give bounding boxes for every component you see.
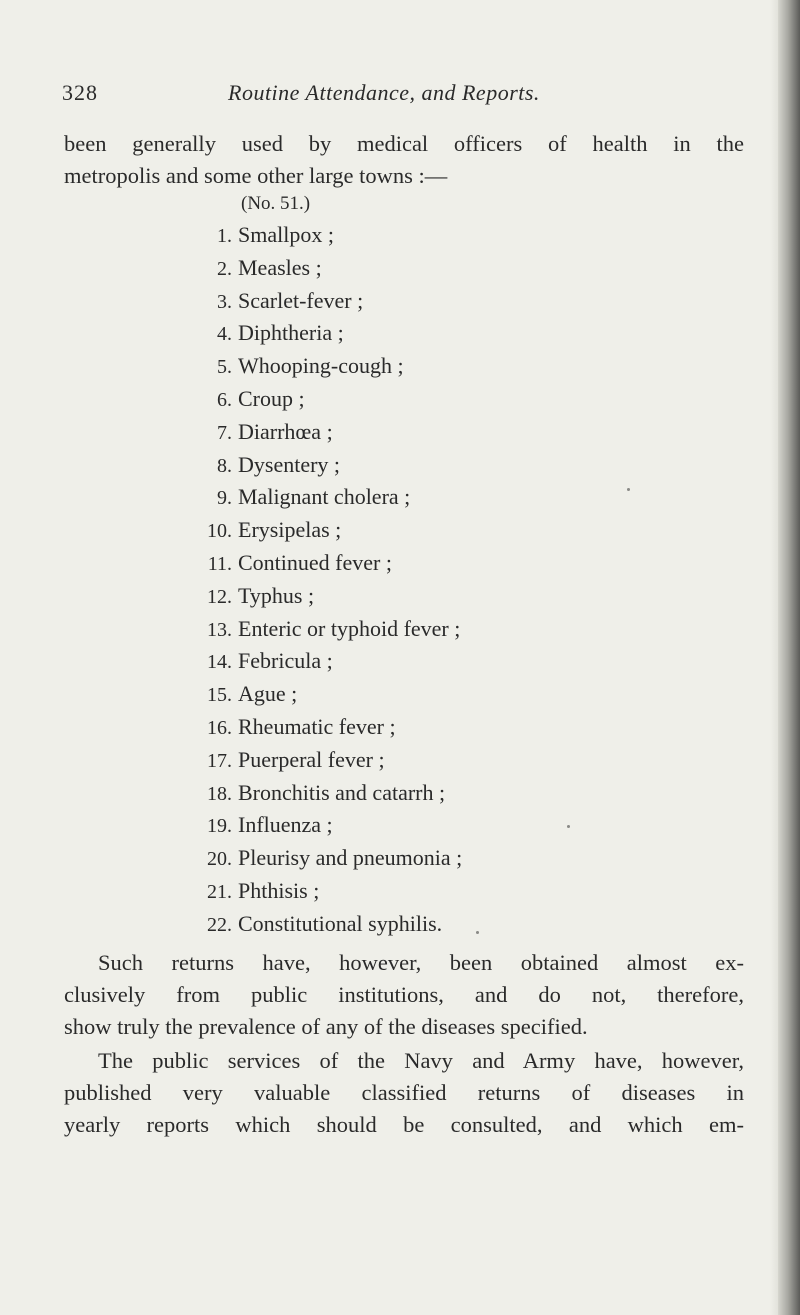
disease-number: 10. (207, 520, 232, 543)
disease-number: 6. (217, 388, 232, 411)
disease-number: 14. (207, 651, 232, 674)
paper-speck (476, 931, 479, 934)
disease-number: 4. (217, 323, 232, 346)
disease-item (190, 681, 462, 714)
disease-name: Febricula ; (238, 648, 333, 674)
disease-item (190, 747, 462, 780)
disease-name: Puerperal fever ; (238, 746, 385, 772)
disease-name: Phthisis ; (238, 877, 320, 903)
text-line: clusively from public institutions, and do not, therefore, (64, 982, 744, 1007)
text-line: metropolis and some other large towns :— (64, 163, 448, 188)
disease-name: Ague ; (238, 681, 298, 707)
text-line: yearly reports which should be consulted, and which em- (64, 1112, 744, 1137)
running-title: Routine Attendance, and Reports. (228, 80, 540, 105)
text-line: The public services of the Navy and Army have, however, (98, 1048, 744, 1073)
disease-name: Continued fever ; (238, 549, 392, 575)
disease-item (190, 484, 462, 517)
disease-number: 22. (207, 913, 232, 936)
disease-number: 8. (217, 454, 232, 477)
disease-item (190, 714, 462, 747)
disease-name: Diphtheria ; (238, 320, 344, 346)
disease-name: Bronchitis and catarrh ; (238, 779, 446, 805)
disease-number: 11. (207, 552, 232, 575)
disease-item (190, 419, 462, 452)
disease-number: 16. (207, 716, 232, 739)
page-number: 328 (62, 80, 98, 105)
disease-number: 18. (207, 782, 232, 805)
disease-number: 7. (217, 421, 232, 444)
disease-name: Pleurisy and pneumonia ; (238, 845, 463, 871)
disease-number: 17. (207, 749, 232, 772)
disease-name: Constitutional syphilis. (238, 910, 443, 936)
disease-number: 15. (207, 684, 232, 707)
disease-number: 13. (207, 618, 232, 641)
disease-item (190, 780, 462, 813)
disease-name: Whooping-cough ; (238, 353, 404, 379)
page-header (0, 80, 788, 114)
disease-number: 21. (207, 880, 232, 903)
disease-name: Smallpox ; (238, 222, 334, 247)
disease-name: Scarlet-fever ; (238, 287, 364, 313)
disease-item (190, 845, 462, 878)
disease-number: 12. (207, 585, 232, 608)
paper-speck (567, 825, 570, 828)
disease-item (190, 517, 462, 550)
disease-item (190, 353, 462, 386)
disease-number: 20. (207, 848, 232, 871)
page-edge-shadow (778, 0, 800, 1315)
disease-item (190, 222, 462, 255)
disease-name: Dysentery ; (238, 451, 341, 477)
disease-item (190, 320, 462, 353)
disease-item (190, 288, 462, 321)
disease-name: Measles ; (238, 254, 322, 280)
disease-number: 5. (217, 356, 232, 379)
disease-item (190, 878, 462, 911)
intro-paragraph (64, 128, 744, 192)
disease-name: Erysipelas ; (238, 517, 342, 543)
disease-item (190, 583, 462, 616)
table-number: (No. 51.) (241, 193, 311, 214)
disease-item (190, 911, 462, 944)
disease-item (190, 812, 462, 845)
disease-name: Malignant cholera ; (238, 484, 411, 510)
text-line: been generally used by medical officers of health in the (64, 131, 744, 156)
disease-item (190, 452, 462, 485)
disease-item (190, 648, 462, 681)
text-line: show truly the prevalence of any of the diseases specified. (64, 1014, 588, 1039)
paragraph-1 (64, 947, 744, 1043)
disease-name: Influenza ; (238, 812, 333, 838)
paragraph-2 (64, 1045, 744, 1141)
disease-number: 9. (217, 487, 232, 510)
disease-name: Croup ; (238, 385, 305, 411)
disease-item (190, 550, 462, 583)
disease-number: 2. (217, 257, 232, 280)
disease-name: Rheumatic fever ; (238, 713, 396, 739)
disease-name: Enteric or typhoid fever ; (238, 615, 461, 641)
disease-number: 3. (217, 290, 232, 313)
disease-name: Typhus ; (238, 582, 315, 608)
text-line: Such returns have, however, been obtained almost ex- (98, 950, 744, 975)
disease-item (190, 386, 462, 419)
disease-item (190, 255, 462, 288)
disease-number: 1. (217, 225, 232, 247)
disease-list (190, 222, 462, 944)
disease-item (190, 616, 462, 649)
disease-number: 19. (207, 815, 232, 838)
text-line: published very valuable classified returns of diseases in (64, 1080, 744, 1105)
paper-speck (627, 488, 630, 491)
disease-name: Diarrhœa ; (238, 418, 333, 444)
